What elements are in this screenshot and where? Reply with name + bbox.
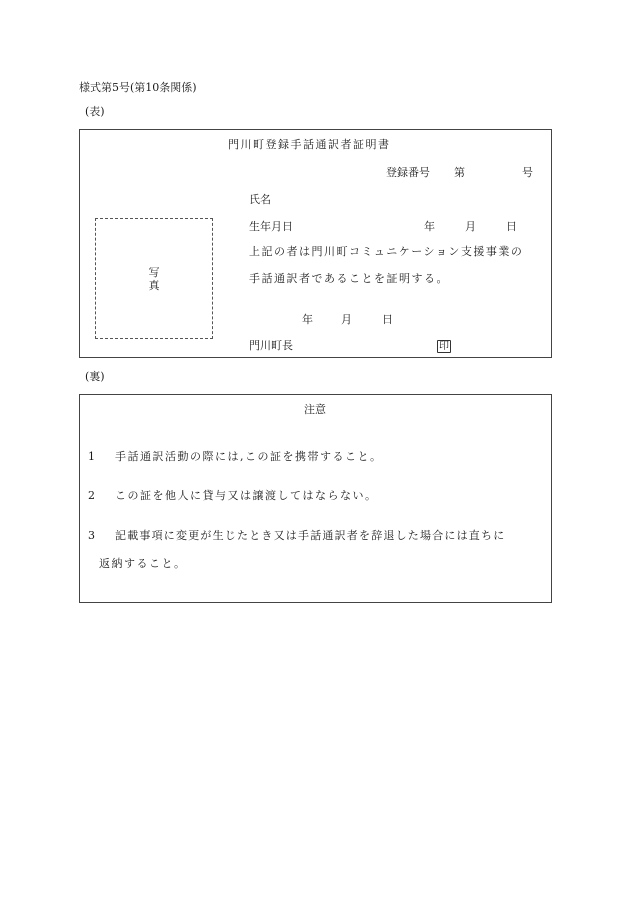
note-1-number: 1 bbox=[88, 450, 95, 463]
back-label: (裏) bbox=[85, 370, 105, 383]
issue-date-year: 年 bbox=[302, 313, 313, 326]
birthdate-month: 月 bbox=[465, 220, 476, 233]
note-3-number: 3 bbox=[88, 529, 95, 542]
name-label: 氏名 bbox=[249, 193, 271, 206]
photo-label-1: 写 bbox=[148, 266, 160, 279]
notes-title: 注意 bbox=[304, 403, 326, 416]
certificate-title: 門川町登録手話通訳者証明書 bbox=[228, 138, 391, 151]
note-2-text: この証を他人に貸与又は譲渡してはならない。 bbox=[115, 489, 378, 502]
front-label: (表) bbox=[85, 105, 105, 118]
note-1-text: 手話通訳活動の際には,この証を携帯すること。 bbox=[115, 450, 383, 463]
photo-placeholder bbox=[95, 218, 213, 339]
statement-line-2: 手話通訳者であることを証明する。 bbox=[249, 272, 449, 285]
birthdate-label: 生年月日 bbox=[249, 220, 293, 233]
form-number: 様式第5号(第10条関係) bbox=[79, 81, 197, 94]
registration-number-suffix: 号 bbox=[522, 166, 533, 179]
issue-date-month: 月 bbox=[341, 313, 352, 326]
registration-number-prefix: 第 bbox=[454, 166, 465, 179]
birthdate-day: 日 bbox=[506, 220, 517, 233]
note-2-number: 2 bbox=[88, 489, 95, 502]
statement-line-1: 上記の者は門川町コミュニケーション支援事業の bbox=[249, 245, 524, 258]
issuer-label: 門川町長 bbox=[249, 339, 293, 352]
registration-number-label: 登録番号 bbox=[386, 166, 430, 179]
issue-date-day: 日 bbox=[382, 313, 393, 326]
note-3-continuation: 返納すること。 bbox=[99, 557, 187, 570]
note-3-text: 記載事項に変更が生じたとき又は手話通訳者を辞退した場合には直ちに bbox=[115, 529, 506, 542]
birthdate-year: 年 bbox=[424, 220, 435, 233]
seal-mark: 印 bbox=[439, 341, 449, 352]
photo-label-2: 真 bbox=[148, 279, 160, 292]
